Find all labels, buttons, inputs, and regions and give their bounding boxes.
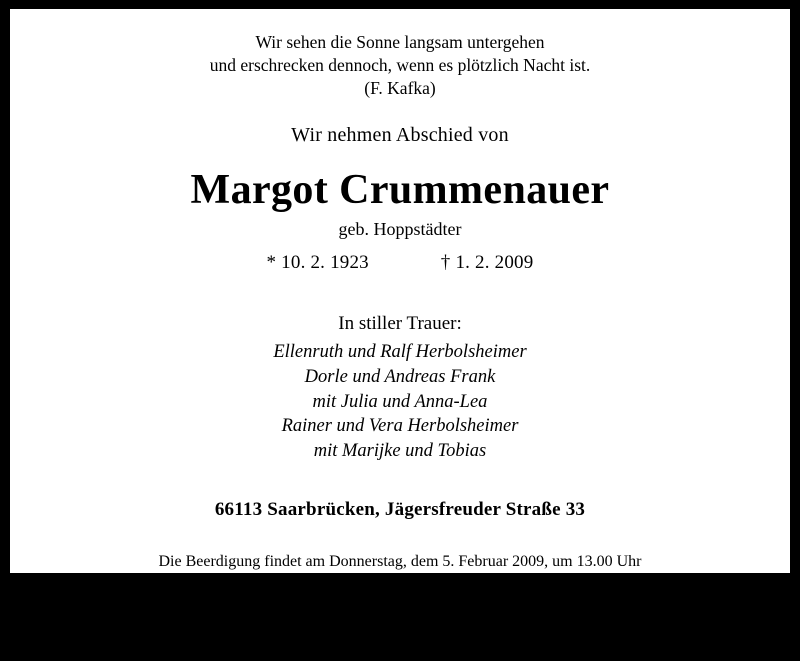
quote-line-2: und erschrecken dennoch, wenn es plötzlich Nacht ist. xyxy=(34,54,766,77)
birth-date: * 10. 2. 1923 xyxy=(267,252,369,274)
mourners-list xyxy=(34,340,766,463)
deceased-name: Margot Crummenauer xyxy=(34,168,766,212)
quote-line-1: Wir sehen die Sonne langsam untergehen xyxy=(34,31,766,54)
maiden-name: geb. Hoppstädter xyxy=(34,219,766,240)
farewell-text: Wir nehmen Abschied von xyxy=(34,124,766,147)
funeral-home-info xyxy=(34,621,766,661)
mourning-heading: In stiller Trauer: xyxy=(34,313,766,335)
mourner-line: Ellenruth und Ralf Herbolsheimer xyxy=(34,340,766,365)
funeral-service-info xyxy=(34,551,766,594)
funeral-home-line: , kein neues Fax gewünscht xyxy=(34,641,766,661)
death-date: † 1. 2. 2009 xyxy=(441,252,534,274)
address-line: 66113 Saarbrücken, Jägersfreuder Straße 33 xyxy=(34,499,766,521)
mourner-line: Rainer und Vera Herbolsheimer xyxy=(34,414,766,439)
life-dates xyxy=(34,252,766,274)
memorial-quote xyxy=(34,31,766,99)
mourner-line: mit Marijke und Tobias xyxy=(34,439,766,464)
mourner-line: Dorle und Andreas Frank xyxy=(34,365,766,390)
funeral-info-line: auf dem Hauptfriedhof Saarbrücken von der neuen Einsegnungshalle aus statt. xyxy=(34,573,766,595)
funeral-home-line: „Franzmann Bestattungen", Inh. Stefan Gref, Heinrich-Koehl-Straße 52, Saarbrücken xyxy=(34,621,766,641)
funeral-info-line: Die Beerdigung findet am Donnerstag, dem 5. Februar 2009, um 13.00 Uhr xyxy=(34,551,766,573)
quote-author: (F. Kafka) xyxy=(34,77,766,100)
mourner-line: mit Julia und Anna-Lea xyxy=(34,390,766,415)
obituary-notice xyxy=(10,9,790,573)
